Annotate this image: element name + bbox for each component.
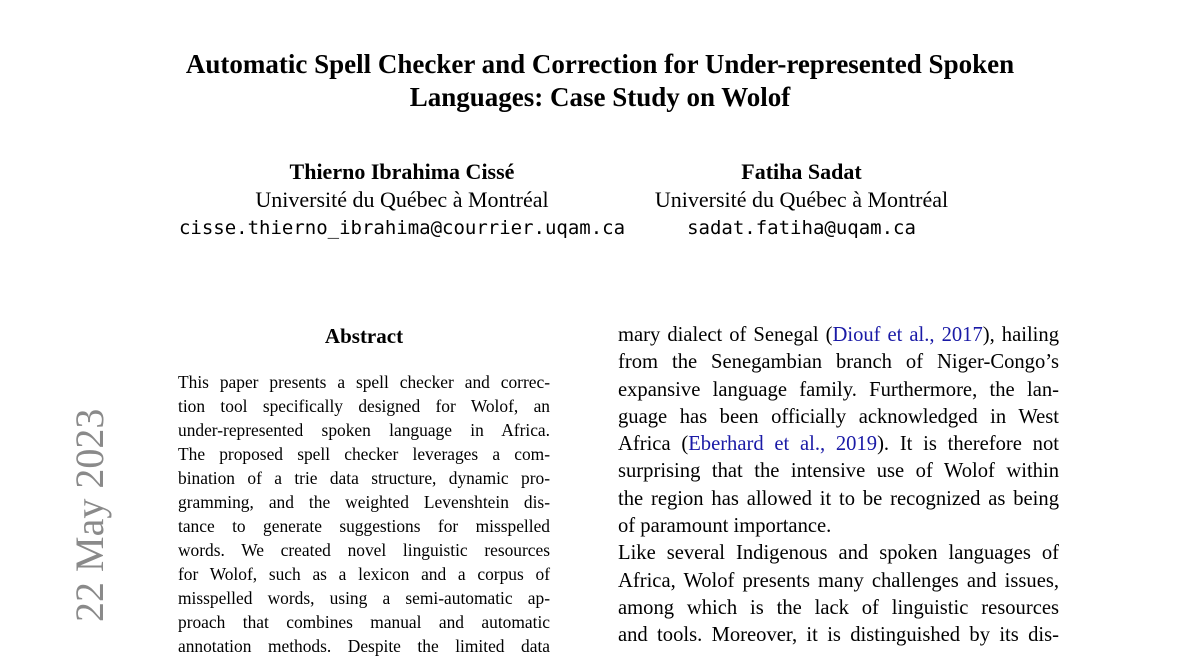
body-line: among which is the lack of linguistic resources bbox=[618, 596, 1059, 619]
abstract-line: bination of a trie data structure, dynamic pro- bbox=[178, 468, 550, 488]
author-affiliation: Université du Québec à Montréal bbox=[255, 187, 549, 212]
body-line bbox=[618, 322, 1059, 349]
abstract-line: annotation methods. Despite the limited data bbox=[178, 636, 550, 656]
body-line: the region has allowed it to be recognized as being bbox=[618, 487, 1059, 510]
abstract-line: tion tool specifically designed for Wolof, an bbox=[178, 396, 550, 416]
paper-title-line: Automatic Spell Checker and Correction for Under-represented Spoken bbox=[185, 49, 1015, 79]
body-text: ), hailing bbox=[982, 324, 1059, 346]
body-line: expansive language family. Furthermore, the lan- bbox=[618, 378, 1059, 401]
abstract-line: The proposed spell checker leverages a com- bbox=[178, 444, 550, 464]
abstract-line: under-represented spoken language in Africa. bbox=[178, 420, 550, 440]
body-line: surprising that the intensive use of Wolof within bbox=[618, 460, 1059, 483]
abstract-body bbox=[178, 370, 550, 656]
body-line: of paramount importance. bbox=[618, 515, 832, 538]
abstract-line: misspelled words, using a semi-automatic ap- bbox=[178, 588, 550, 608]
abstract-heading: Abstract bbox=[324, 324, 404, 348]
author-block-1 bbox=[162, 158, 642, 242]
body-line: Africa, Wolof presents many challenges and issues, bbox=[618, 569, 1059, 592]
abstract-line: tance to generate suggestions for misspelled bbox=[178, 516, 550, 536]
arxiv-date-stamp bbox=[28, 407, 112, 622]
citation-link[interactable]: Eberhard et al., 2019 bbox=[688, 433, 878, 456]
abstract-line: This paper presents a spell checker and correc- bbox=[178, 372, 550, 392]
author-name: Fatiha Sadat bbox=[741, 159, 862, 184]
body-line bbox=[618, 431, 1059, 458]
arxiv-date-text: 22 May 2023 bbox=[67, 408, 112, 622]
abstract-line: proach that combines manual and automatic bbox=[178, 612, 550, 632]
author-email: cisse.thierno_ibrahima@courrier.uqam.ca bbox=[178, 217, 626, 239]
body-column-right bbox=[618, 322, 1059, 648]
body-line: from the Senegambian branch of Niger-Congo’s bbox=[618, 351, 1059, 374]
body-line: Like several Indigenous and spoken languages of bbox=[618, 542, 1059, 565]
paper-title-line: Languages: Case Study on Wolof bbox=[409, 82, 791, 112]
body-text: mary dialect of Senegal ( bbox=[618, 324, 833, 346]
body-line: and tools. Moreover, it is distinguished by its dis- bbox=[618, 624, 1059, 647]
paper-title bbox=[100, 48, 1100, 114]
body-text: Africa ( bbox=[618, 433, 689, 456]
author-affiliation: Université du Québec à Montréal bbox=[654, 187, 949, 212]
abstract-line: for Wolof, such as a lexicon and a corpus of bbox=[178, 564, 550, 584]
body-line: guage has been officially acknowledged in West bbox=[618, 405, 1059, 428]
abstract-line: words. We created novel linguistic resources bbox=[178, 540, 550, 560]
abstract-line: gramming, and the weighted Levenshtein dis- bbox=[178, 492, 550, 512]
author-name: Thierno Ibrahima Cissé bbox=[289, 159, 515, 184]
body-text: ). It is therefore not bbox=[877, 433, 1059, 456]
author-email: sadat.fatiha@uqam.ca bbox=[687, 217, 916, 239]
citation-link[interactable]: Diouf et al., 2017 bbox=[832, 324, 983, 346]
author-block-2 bbox=[640, 158, 963, 242]
